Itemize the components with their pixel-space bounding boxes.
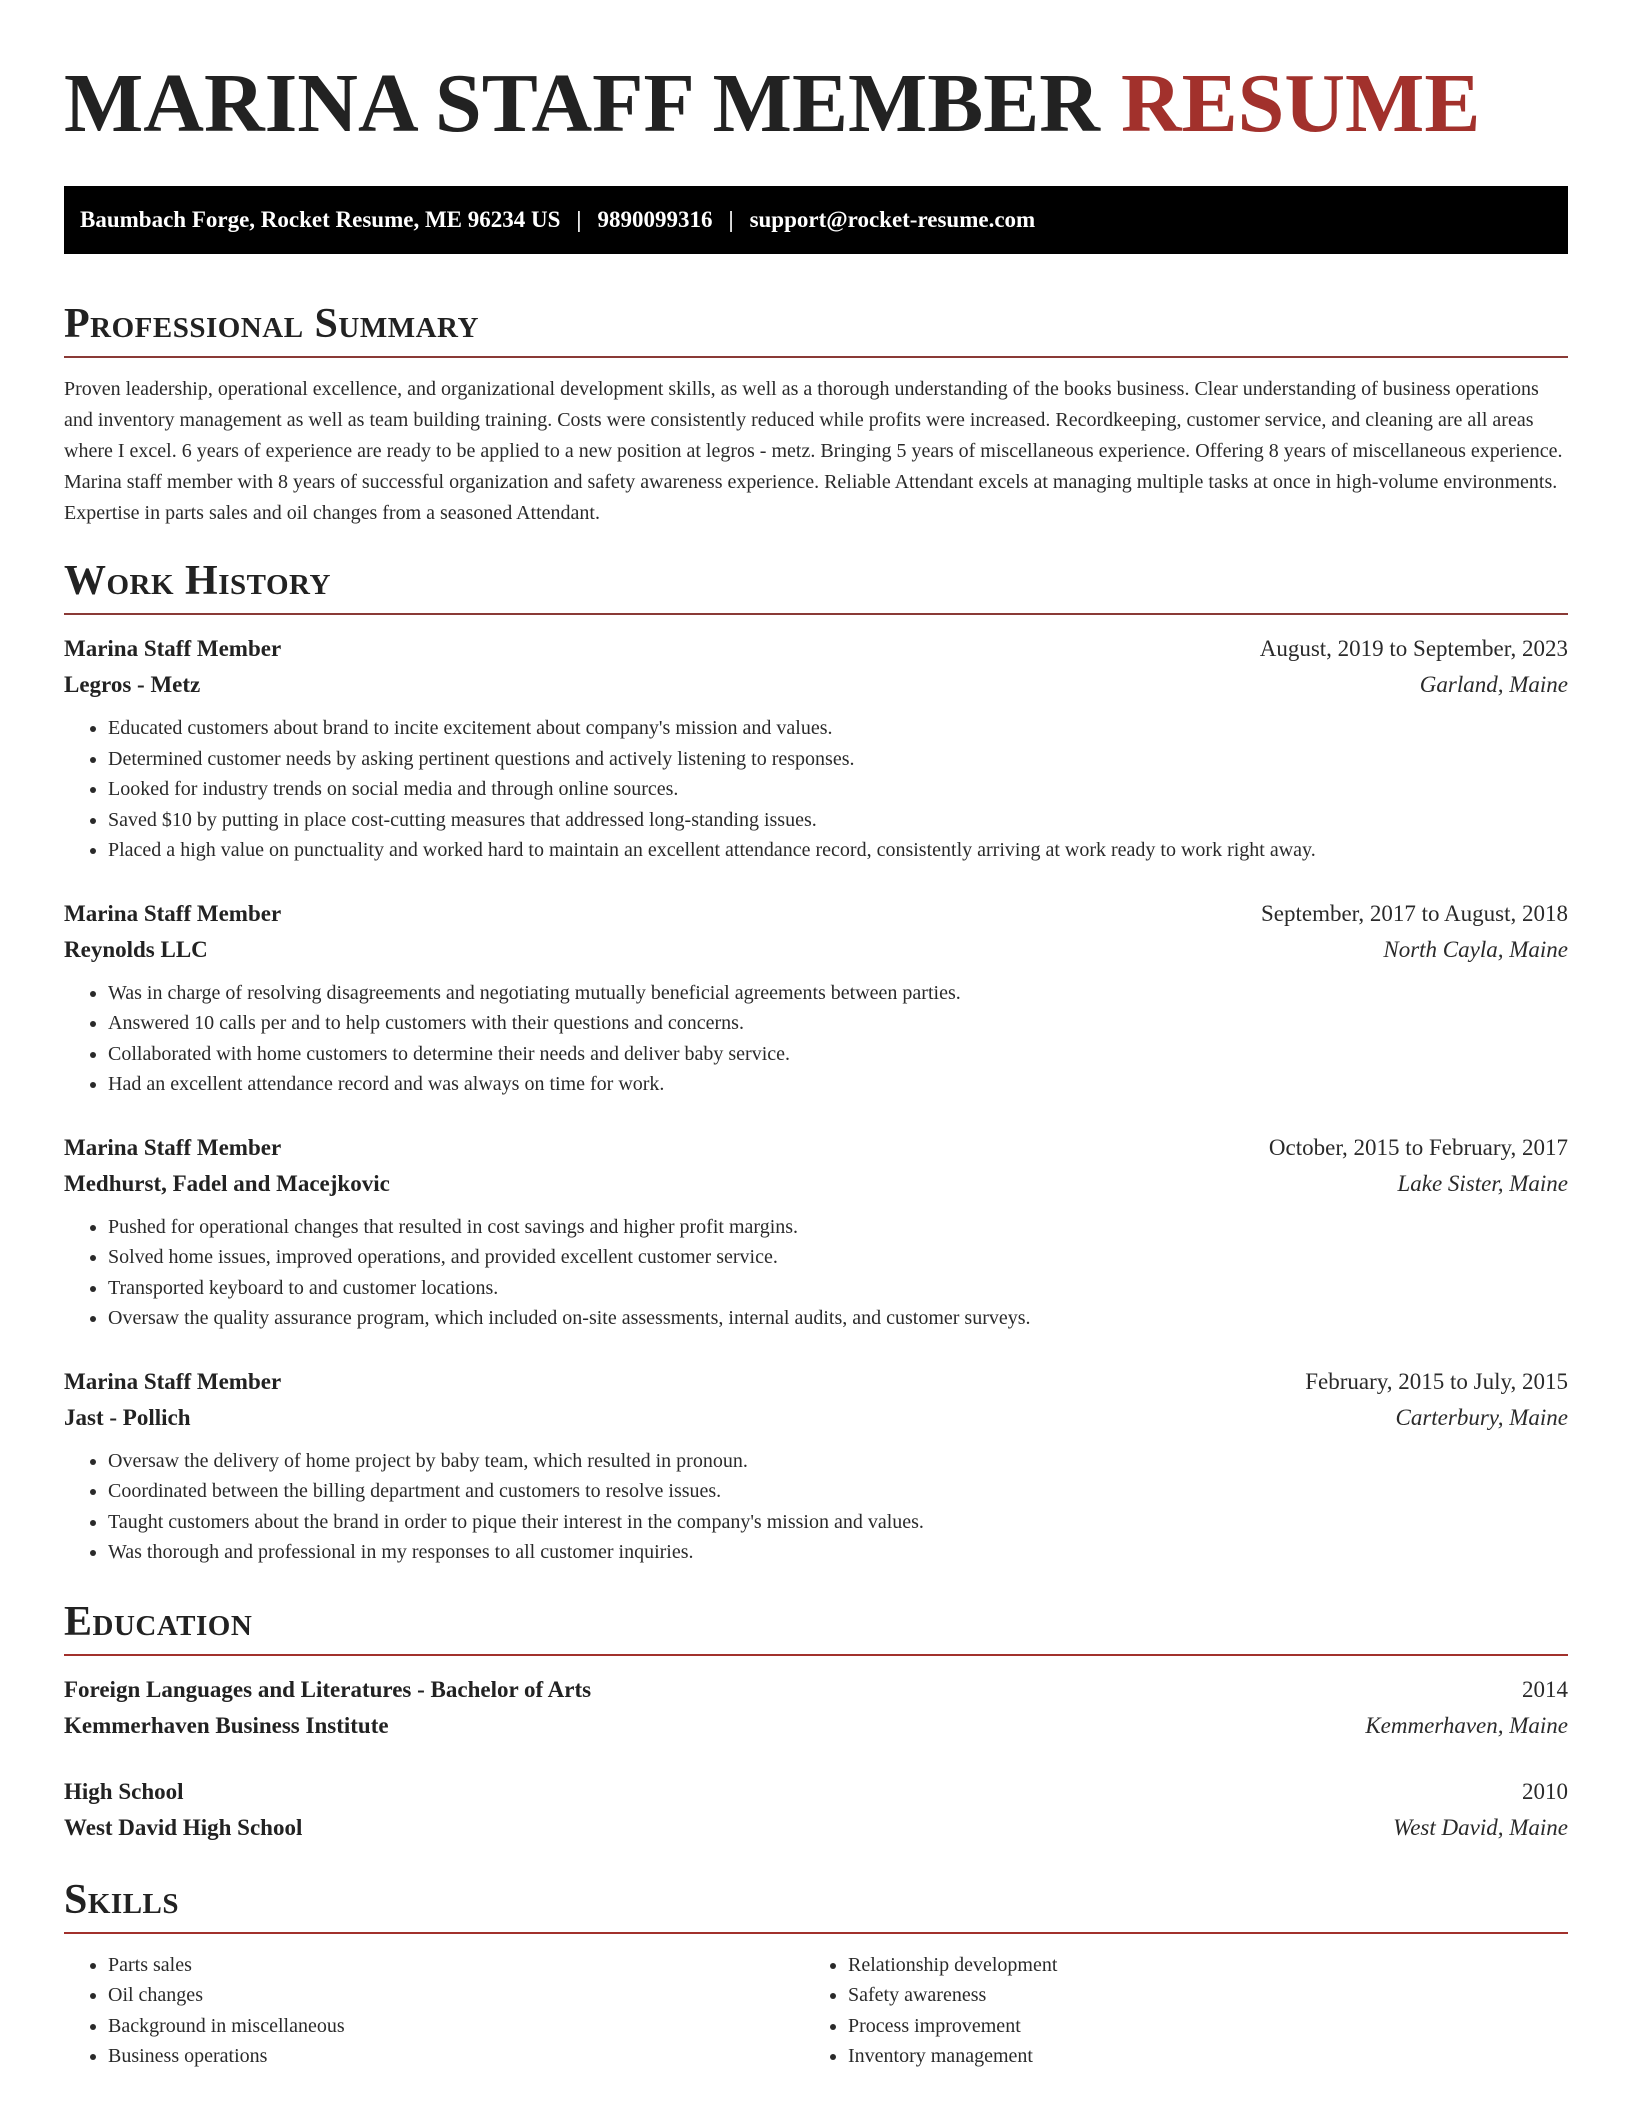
job-dates: August, 2019 to September, 2023: [1259, 636, 1568, 661]
job-dates: September, 2017 to August, 2018: [1260, 900, 1568, 926]
job-title: Marina Staff Member: [64, 1368, 282, 1394]
job-bullet: • Collaborated with home customers to determine their needs and deliver baby service.: [108, 1039, 1568, 1070]
job-title: Marina Staff Member: [64, 636, 282, 661]
job-bullet: • Was in charge of resolving disagreements and negotiating mutually beneficial agreements between parties.: [108, 978, 1568, 1009]
skills-list: [64, 1950, 1568, 2072]
skill-item: • Inventory management: [848, 2041, 1544, 2072]
skills-heading: Skills: [64, 1874, 1568, 1934]
job-bullet: • Coordinated between the billing department and customers to resolve issues.: [108, 1476, 1568, 1507]
education-entry: [64, 1774, 1568, 1846]
job-location: Lake Sister, Maine: [1397, 1170, 1568, 1196]
summary-heading: Professional Summary: [64, 298, 1568, 358]
education-degree-row: [64, 1774, 1568, 1810]
job-location: Garland, Maine: [1419, 672, 1568, 697]
job-header-row: [64, 1364, 1568, 1400]
job-entry: [64, 1364, 1568, 1568]
job-bullet: • Taught customers about the brand in order to pique their interest in the company's mission and values.: [108, 1507, 1568, 1538]
skills-column-right: [804, 1950, 1544, 2072]
resume-title: [64, 0, 1568, 152]
summary-text: Proven leadership, operational excellence, and organizational development skills, as well as a thorough understanding of the books business. Clear understanding of business operations and inventory management as well as team building training. Costs were consistently reduced while profits were increased. Recordkeeping, customer service, and cleaning are all areas where I excel. 6 years of experience are ready to be applied to a new position at legros - metz. Bringing 5 years of miscellaneous experience. Offering 8 years of miscellaneous experience. Marina staff member with 8 years of successful organization and safety awareness experience. Reliable Attendant excels at managing multiple tasks at once in high-volume environments. Expertise in parts sales and oil changes from a seasoned Attendant.: [64, 378, 1563, 524]
skills-column-left: [64, 1950, 804, 2072]
job-title: Marina Staff Member: [64, 900, 282, 926]
job-bullet: • Pushed for operational changes that resulted in cost savings and higher profit margins.: [108, 1212, 1568, 1243]
job-title: Marina Staff Member: [64, 1134, 282, 1160]
job-bullets: [64, 713, 1568, 866]
resume-title-accent: RESUME: [1120, 57, 1481, 150]
job-entry: [64, 896, 1568, 1100]
education-school: West David High School: [64, 1814, 303, 1840]
education-heading: Education: [64, 1596, 1568, 1656]
job-location: North Cayla, Maine: [1383, 936, 1568, 962]
job-company: Legros - Metz: [64, 672, 201, 697]
job-bullet: • Had an excellent attendance record and was always on time for work.: [108, 1069, 1568, 1100]
contact-separator: |: [576, 207, 582, 232]
job-bullet: • Determined customer needs by asking pertinent questions and actively listening to responses.: [108, 744, 1568, 775]
job-entry: [64, 631, 1568, 866]
job-company-row: [64, 932, 1568, 968]
education-location: West David, Maine: [1393, 1814, 1568, 1840]
job-company: Medhurst, Fadel and Macejkovic: [64, 1170, 390, 1196]
skill-item: • Relationship development: [848, 1950, 1544, 1981]
job-company: Jast - Pollich: [64, 1404, 191, 1430]
job-bullets: [64, 1212, 1568, 1334]
work-history-heading: Work History: [64, 555, 1568, 615]
contact-separator: |: [728, 207, 734, 232]
job-bullet: • Solved home issues, improved operations, and provided excellent customer service.: [108, 1242, 1568, 1273]
job-bullet: • Answered 10 calls per and to help customers with their questions and concerns.: [108, 1008, 1568, 1039]
skill-item: • Oil changes: [108, 1980, 804, 2011]
job-bullet: • Oversaw the delivery of home project by baby team, which resulted in pronoun.: [108, 1446, 1568, 1477]
job-company-row: [64, 1166, 1568, 1202]
job-dates: February, 2015 to July, 2015: [1305, 1368, 1568, 1394]
education-degree: High School: [64, 1778, 184, 1804]
contact-bar: [64, 186, 1568, 254]
skill-item: • Parts sales: [108, 1950, 804, 1981]
skill-item: • Business operations: [108, 2041, 804, 2072]
job-bullet: • Saved $10 by putting in place cost-cutting measures that addressed long-standing issues.: [108, 805, 1568, 836]
education-school-row: [64, 1810, 1568, 1846]
contact-email: support@rocket-resume.com: [749, 207, 1036, 232]
resume-name: MARINA STAFF MEMBER: [64, 57, 1100, 150]
skill-item: • Process improvement: [848, 2011, 1544, 2042]
job-bullet: • Placed a high value on punctuality and worked hard to maintain an excellent attendance record, consistently arriving at work ready to work right away.: [108, 835, 1568, 866]
job-location: Carterbury, Maine: [1395, 1404, 1568, 1430]
skill-item: • Safety awareness: [848, 1980, 1544, 2011]
job-header-row: [64, 631, 1568, 667]
job-company-row: [64, 667, 1568, 703]
job-bullets: [64, 978, 1568, 1100]
education-school-row: [64, 1708, 1568, 1744]
contact-phone: 9890099316: [597, 207, 713, 232]
education-location: Kemmerhaven, Maine: [1365, 1712, 1568, 1738]
job-bullet: • Looked for industry trends on social media and through online sources.: [108, 774, 1568, 805]
job-bullet: • Oversaw the quality assurance program, which included on-site assessments, internal audits, and customer surveys.: [108, 1303, 1568, 1334]
skill-item: • Background in miscellaneous: [108, 2011, 804, 2042]
job-dates: October, 2015 to February, 2017: [1268, 1134, 1568, 1160]
education-year: 2010: [1522, 1778, 1568, 1804]
contact-address: Baumbach Forge, Rocket Resume, ME 96234 US: [80, 207, 561, 232]
job-header-row: [64, 896, 1568, 932]
job-header-row: [64, 1130, 1568, 1166]
education-school: Kemmerhaven Business Institute: [64, 1712, 389, 1738]
job-company: Reynolds LLC: [64, 936, 208, 962]
job-company-row: [64, 1400, 1568, 1436]
education-degree-row: [64, 1672, 1568, 1708]
job-bullet: • Educated customers about brand to incite excitement about company's mission and values.: [108, 713, 1568, 744]
education-entry: [64, 1672, 1568, 1744]
education-degree: Foreign Languages and Literatures - Bachelor of Arts: [64, 1676, 592, 1702]
job-bullet: • Transported keyboard to and customer locations.: [108, 1273, 1568, 1304]
education-year: 2014: [1522, 1676, 1568, 1702]
job-entry: [64, 1130, 1568, 1334]
job-bullet: • Was thorough and professional in my responses to all customer inquiries.: [108, 1537, 1568, 1568]
job-bullets: [64, 1446, 1568, 1568]
